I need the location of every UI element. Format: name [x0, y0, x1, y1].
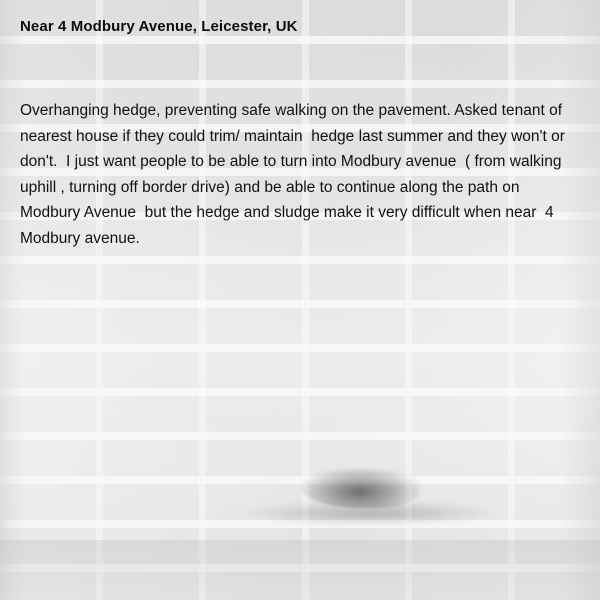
report-description: Overhanging hedge, preventing safe walking on the pavement. Asked tenant of nearest house if they could trim/ maintain hedge last summer and they won't or don't. I just want people to be able to turn into Modbury avenue ( from walking uphill , turning off border drive) and be able to continue along the path on Modbury Avenue but the hedge and sludge make it very difficult when near 4 Modbury avenue. — [20, 102, 570, 247]
location-title: Near 4 Modbury Avenue, Leicester, UK — [20, 18, 298, 35]
